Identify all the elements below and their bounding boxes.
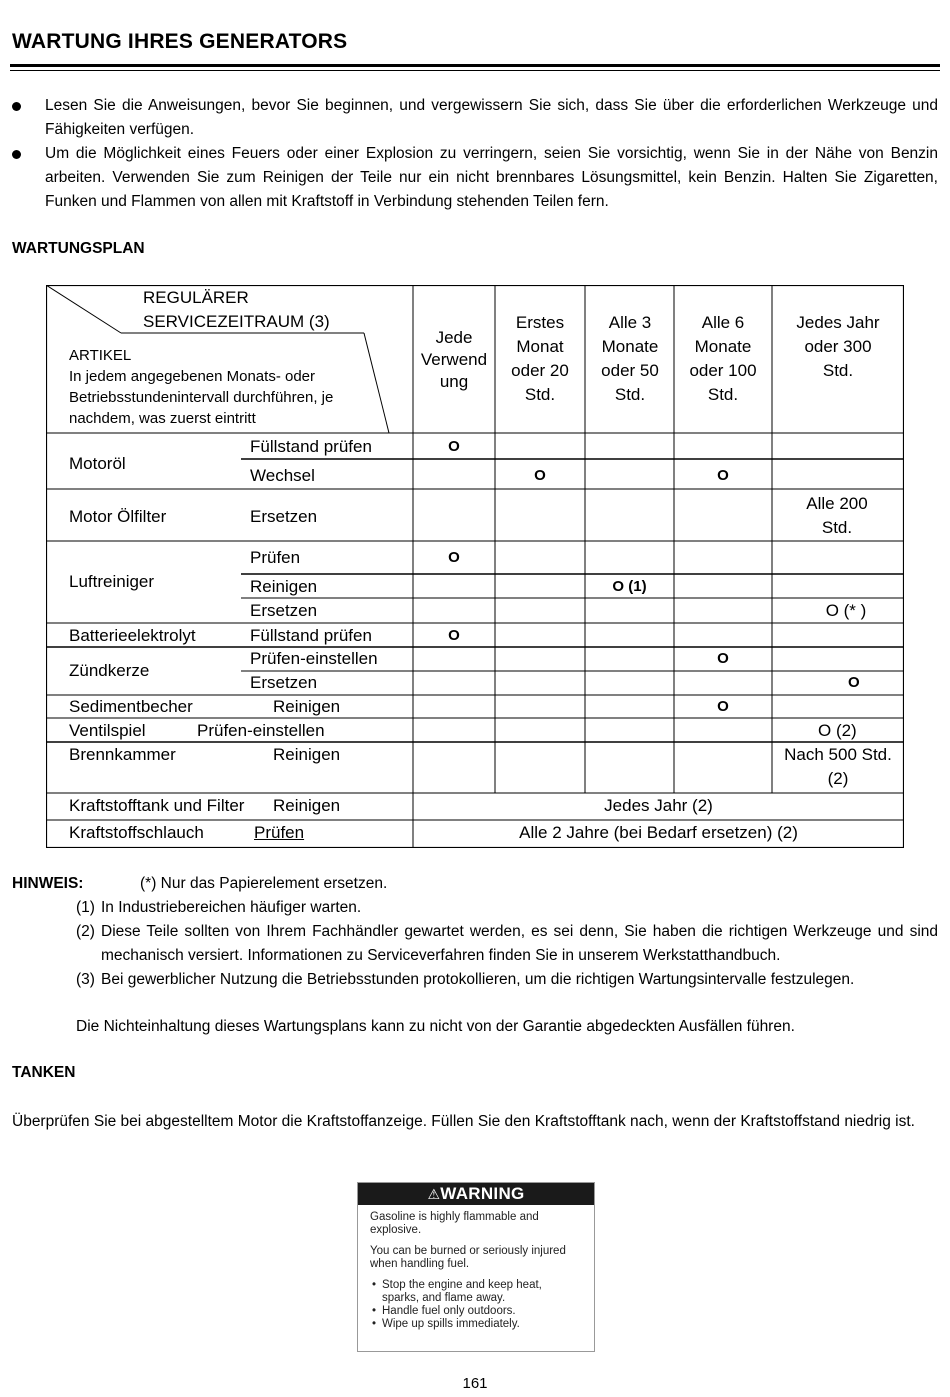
interval-mark: O (448, 627, 460, 644)
item-label: Kraftstofftank und Filter (69, 796, 245, 815)
action-label: Prüfen-einstellen (197, 721, 325, 740)
span-interval: Alle 2 Jahre (bei Bedarf ersetzen) (2) (519, 823, 798, 842)
warning-line: You can be burned or seriously injured when handling fuel. (370, 1245, 566, 1270)
corner-item-label: ARTIKEL (69, 347, 132, 364)
item-label: Luftreiniger (69, 572, 155, 591)
item-label: Motoröl (69, 454, 126, 473)
action-label: Reinigen (273, 745, 341, 764)
item-label: Kraftstoffschlauch (69, 823, 204, 842)
warning-header-text: WARNING (440, 1184, 525, 1203)
bullet-item (12, 94, 938, 142)
action-label: Füllstand prüfen (250, 437, 372, 456)
warning-line: Gasoline is highly flammable and explosive. (370, 1211, 539, 1236)
title-rule-thin (10, 70, 940, 71)
warranty-note: Die Nichteinhaltung dieses Wartungsplans kann zu nicht von der Garantie abgedeckten Ausfällen führen. (76, 1018, 795, 1035)
note-text: Bei gewerblicher Nutzung die Betriebsstunden protokollieren, um die richtigen Wartungsintervalle festzulegen. (101, 971, 855, 988)
item-label: Batterieelektrolyt (69, 626, 196, 645)
item-label: Motor Ölfilter (69, 507, 167, 526)
warning-body (358, 1205, 594, 1331)
note-label: HINWEIS: (12, 875, 84, 892)
action-label: Prüfen (250, 548, 301, 567)
action-label: Ersetzen (250, 601, 318, 620)
bullet-dot-icon (12, 102, 21, 111)
note-number: (1) (76, 899, 95, 916)
column-header: Jedes Jahr oder 300 Std. (796, 313, 880, 380)
corner-service-period: REGULÄRER SERVICEZEITRAUM (3) (143, 288, 330, 331)
note-text: Diese Teile sollten von Ihrem Fachhändler gewartet werden, es sei denn, Sie haben die richtigen Werkzeuge und sind mechanisch versiert. Informationen zu Serviceverfahren finden Sie in unserem Werkstatthandbuch. (101, 923, 938, 964)
interval-mark: O (717, 650, 729, 667)
interval-mark: O (717, 467, 729, 484)
intro-bullets (12, 94, 938, 214)
warning-bullet: • Wipe up spills immediately. (382, 1318, 582, 1331)
span-interval: Jedes Jahr (2) (604, 796, 713, 815)
maintenance-schedule-table (46, 285, 904, 848)
action-label: Reinigen (250, 577, 318, 596)
note-item (12, 968, 938, 992)
refuel-text: Überprüfen Sie bei abgestelltem Motor die Kraftstoffanzeige. Füllen Sie den Kraftstofftank nach, wenn der Kraftstoffstand niedrig ist. (12, 1113, 915, 1130)
interval-mark: O (448, 549, 460, 566)
interval-mark: O (* ) (825, 601, 867, 620)
action-label: Reinigen (273, 796, 341, 815)
interval-mark: O (534, 467, 546, 484)
column-header: Jede Verwend ung (420, 328, 488, 391)
item-label: Brennkammer (69, 745, 176, 764)
interval-mark: Alle 200 Std. (806, 494, 868, 537)
corner-note: In jedem angegebenen Monats- oder Betriebsstundenintervall durchführen, je nachdem, was zuerst eintritt (69, 368, 334, 427)
interval-mark: Nach 500 Std. (2) (784, 745, 892, 788)
note-item (12, 896, 938, 920)
page-number: 161 (462, 1375, 488, 1392)
schedule-heading: WARTUNGSPLAN (12, 240, 145, 257)
warning-bullet: • Handle fuel only outdoors. (382, 1305, 582, 1318)
bullet-text: Um die Möglichkeit eines Feuers oder einer Explosion zu verringern, seien Sie vorsichtig, wenn Sie in der Nähe von Benzin arbeiten. Verwenden Sie zum Reinigen der Teile nur ein nicht brennbares Lösungsmittel, kein Benzin. Halten Sie Zigaretten, Funken und Flammen von allen mit Kraftstoff in Verbindung stehenden Teilen fern. (45, 145, 938, 210)
action-label: Prüfen (254, 823, 305, 842)
action-label: Ersetzen (250, 673, 318, 692)
note-number: (3) (76, 971, 95, 988)
note-item (12, 920, 938, 968)
action-label: Füllstand prüfen (250, 626, 372, 645)
column-header: Erstes Monat oder 20 Std. (511, 313, 569, 404)
item-label: Sedimentbecher (69, 697, 193, 716)
notes-section (12, 872, 938, 1039)
item-label: Ventilspiel (69, 721, 146, 740)
warning-bullets (370, 1279, 582, 1331)
bullet-dot-icon (12, 150, 21, 159)
note-star-line (12, 872, 938, 896)
note-number: (2) (76, 923, 95, 940)
action-label: Prüfen-einstellen (250, 649, 378, 668)
action-label: Wechsel (250, 466, 315, 485)
interval-mark: O (448, 438, 460, 455)
interval-mark: O (2) (818, 721, 857, 740)
action-label: Ersetzen (250, 507, 318, 526)
refuel-heading: TANKEN (12, 1064, 76, 1081)
note-text: In Industriebereichen häufiger warten. (101, 899, 362, 916)
interval-mark: O (717, 698, 729, 715)
action-label: Reinigen (273, 697, 341, 716)
interval-mark: O (848, 674, 860, 691)
page-title: WARTUNG IHRES GENERATORS (12, 30, 348, 53)
warning-header (358, 1183, 594, 1205)
warning-triangle-icon: ⚠ (427, 1186, 441, 1202)
warning-label (357, 1182, 595, 1352)
interval-mark: O (1) (612, 578, 647, 595)
item-label: Zündkerze (69, 661, 150, 680)
title-rule (10, 64, 940, 67)
bullet-item (12, 142, 938, 214)
note-star: (*) Nur das Papierelement ersetzen. (140, 875, 388, 892)
column-header: Alle 3 Monate oder 50 Std. (601, 313, 659, 404)
bullet-text: Lesen Sie die Anweisungen, bevor Sie beginnen, und vergewissern Sie sich, dass Sie über die erforderlichen Werkzeuge und Fähigkeiten verfügen. (45, 97, 938, 138)
column-header: Alle 6 Monate oder 100 Std. (689, 313, 757, 404)
warning-bullet: • Stop the engine and keep heat, sparks, and flame away. (382, 1279, 582, 1305)
